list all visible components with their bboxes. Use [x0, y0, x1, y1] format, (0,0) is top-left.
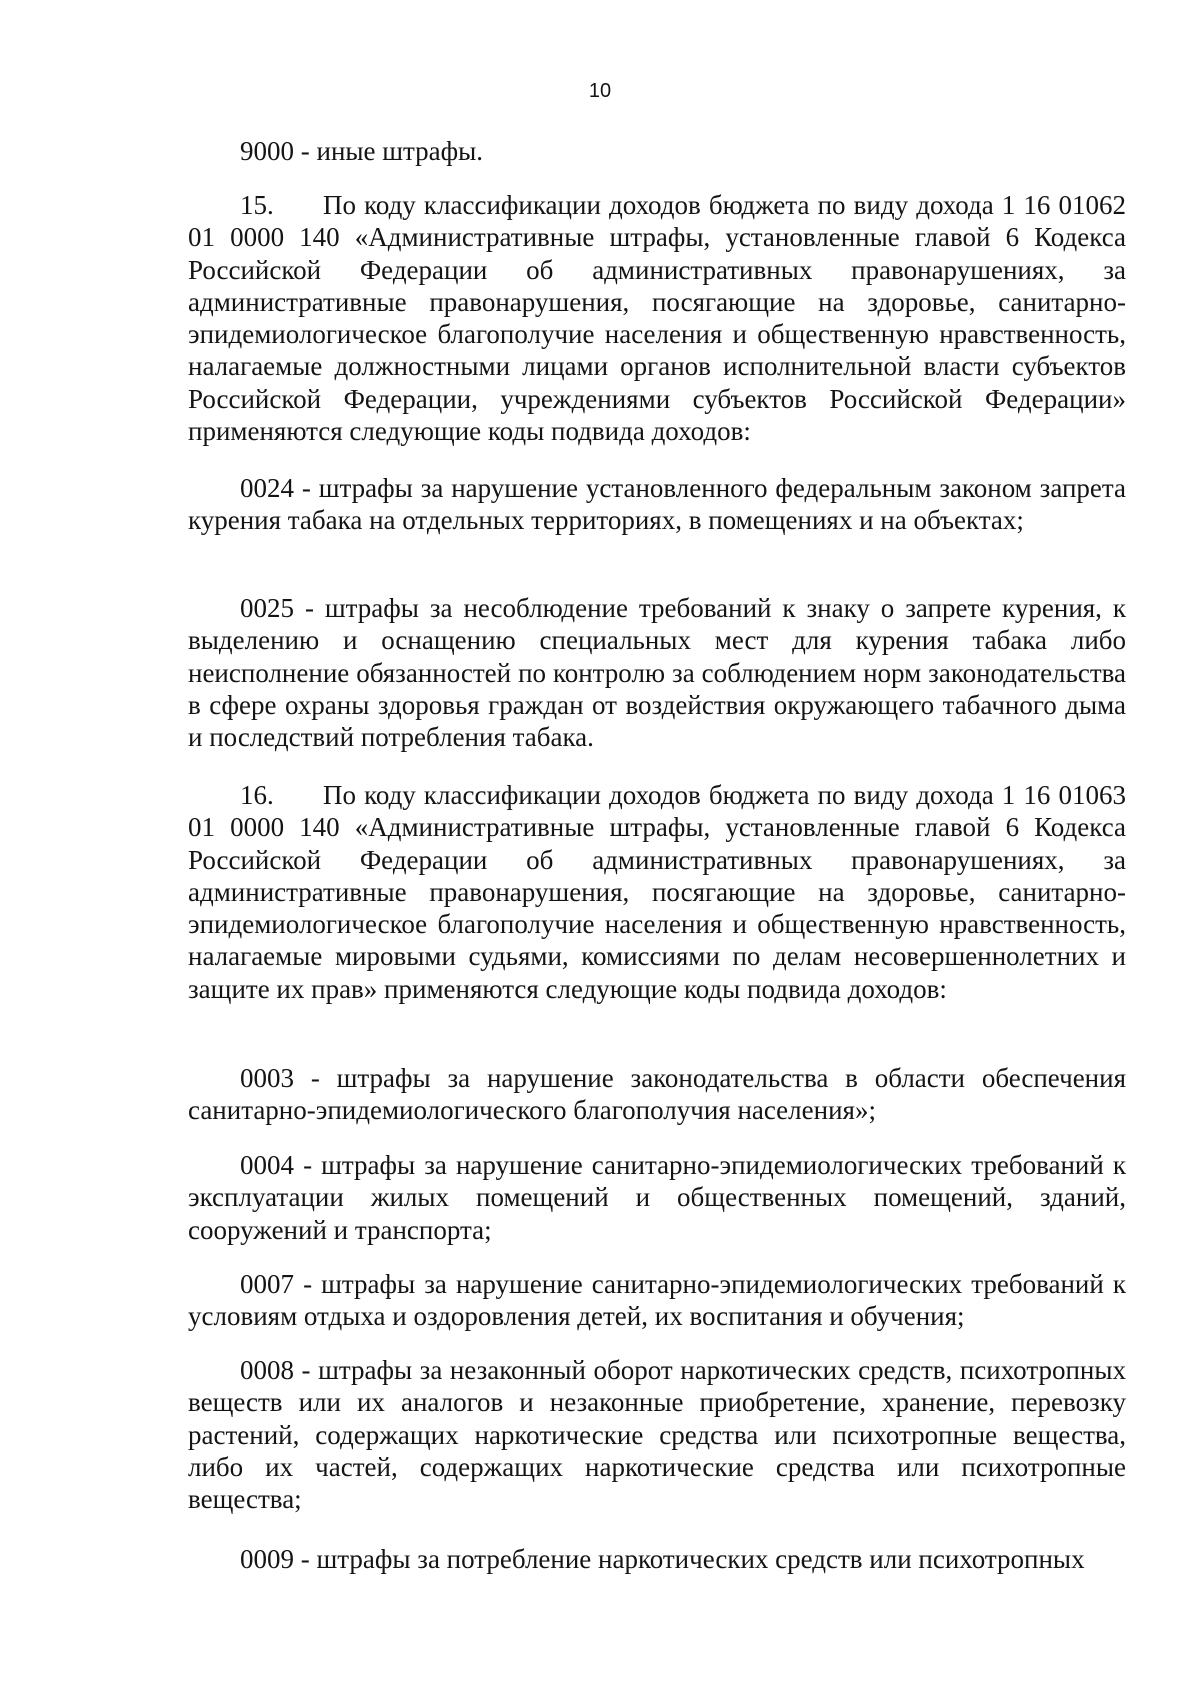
item-number: 15. — [240, 190, 274, 220]
paragraph-0004 — [188, 1149, 1126, 1246]
paragraph-body — [188, 779, 1126, 1005]
paragraph-text: 0004 - штрафы за нарушение санитарно-эпидемиологических требований к эксплуатации жилых помещений и общественных помещений, зданий, сооружений и транспорта; — [188, 1150, 1126, 1245]
paragraph-0009 — [188, 1543, 1126, 1575]
paragraph-body — [188, 189, 1126, 447]
paragraph-text: 0024 - штрафы за нарушение установленного федеральным законом запрета курения табака на отдельных территориях, в помещениях и на объектах; — [188, 473, 1126, 536]
item-number: 16. — [240, 780, 274, 810]
paragraph-text: 0008 - штрафы за незаконный оборот наркотических средств, психотропных веществ или их аналогов и незаконные приобретение, хранение, перевозку растений, содержащих наркотические средства или психотропные вещества, либо их частей, содержащих наркотические средства или психотропные вещества; — [188, 1355, 1126, 1515]
paragraph-text: По коду классификации доходов бюджета по виду дохода 1 16 01062 01 0000 140 «Административные штрафы, установленные главой 6 Кодекса Российской Федерации об административных правонарушениях, за административные правонарушения, посягающие на здоровье, санитарно-эпидемиологическое благополучие населения и общественную нравственность, налагаемые должностными лицами органов исполнительной власти субъектов Российской Федерации, учреждениями субъектов Российской Федерации» применяются следующие коды подвида доходов: — [188, 190, 1126, 447]
paragraph-0003 — [188, 1062, 1126, 1127]
paragraph-text: 0009 - штрафы за потребление наркотических средств или психотропных — [240, 1544, 1085, 1574]
page-number: 10 — [588, 80, 612, 102]
paragraph-9000 — [188, 135, 1126, 167]
paragraph-0025 — [188, 592, 1126, 753]
paragraph-text: 0007 - штрафы за нарушение санитарно-эпидемиологических требований к условиям отдыха и оздоровления детей, их воспитания и обучения; — [188, 1269, 1126, 1332]
paragraph-0008 — [188, 1354, 1126, 1515]
paragraph-text: 0003 - штрафы за нарушение законодательства в области обеспечения санитарно-эпидемиологического благополучия населения»; — [188, 1063, 1126, 1126]
paragraph-text: 0025 - штрафы за несоблюдение требований к знаку о запрете курения, к выделению и оснащению специальных мест для курения табака либо неисполнение обязанностей по контролю за соблюдением норм законодательства в сфере охраны здоровья граждан от воздействия окружающего табачного дыма и последствий потребления табака. — [188, 593, 1126, 753]
paragraph-text: По коду классификации доходов бюджета по виду дохода 1 16 01063 01 0000 140 «Административные штрафы, установленные главой 6 Кодекса Российской Федерации об административных правонарушениях, за административные правонарушения, посягающие на здоровье, санитарно-эпидемиологическое благополучие населения и общественную нравственность, налагаемые мировыми судьями, комиссиями по делам несовершеннолетних и защите их прав» применяются следующие коды подвида доходов: — [188, 780, 1126, 1004]
paragraph-item-15 — [188, 189, 1126, 447]
paragraph-0024 — [188, 472, 1126, 537]
paragraph-item-16 — [188, 779, 1126, 1005]
paragraph-text: 9000 - иные штрафы. — [240, 136, 484, 166]
paragraph-0007 — [188, 1268, 1126, 1333]
